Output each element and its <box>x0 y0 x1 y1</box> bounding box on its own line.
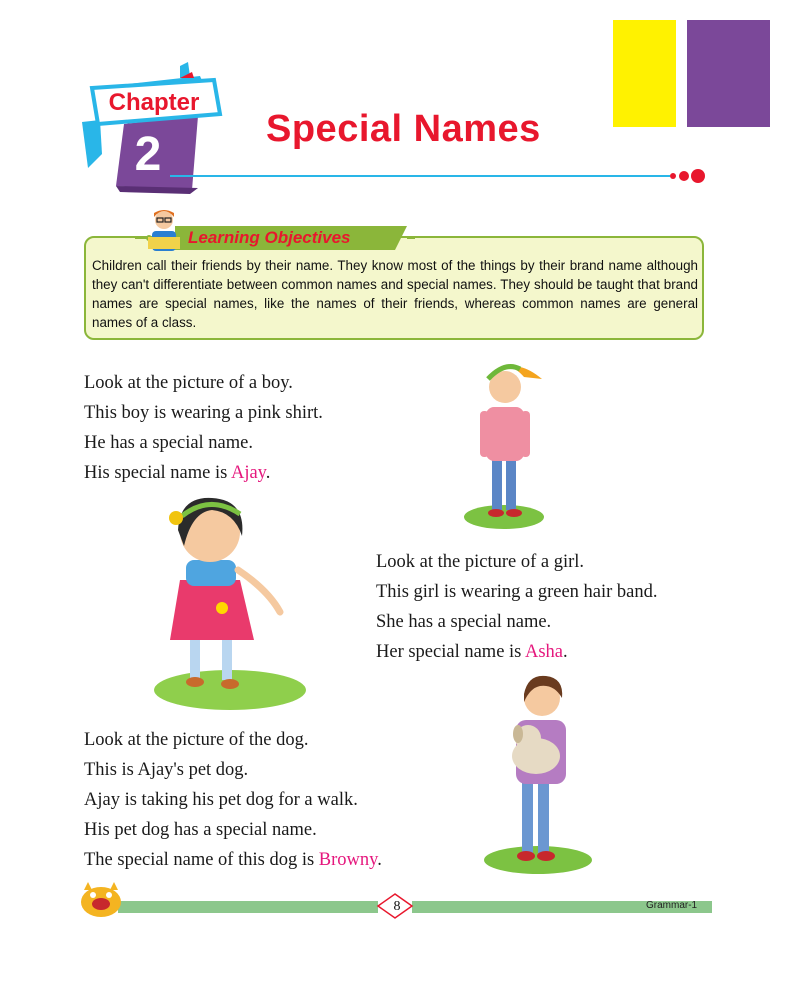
boy-line-3: He has a special name. <box>84 433 253 453</box>
title-underline <box>170 168 710 184</box>
boy-line-4 <box>84 458 323 488</box>
dog-line-2: This is Ajay's pet dog. <box>84 760 249 780</box>
monster-mascot-icon <box>78 880 124 920</box>
girl-line-3: She has a special name. <box>376 612 552 632</box>
chapter-label: Chapter <box>108 89 200 116</box>
boy-illustration <box>460 355 550 535</box>
dog-section <box>84 725 382 875</box>
learning-objectives-heading: Learning Objectives <box>188 228 351 247</box>
girl-line-4-prefix: Her special name is <box>376 642 525 662</box>
boy-section <box>84 368 323 488</box>
boy-line-1: Look at the picture of a boy. <box>84 373 293 393</box>
boy-with-dog-illustration <box>480 668 600 883</box>
dog-line-4: His pet dog has a special name. <box>84 820 317 840</box>
boy-line-4-suffix: . <box>265 463 271 483</box>
dog-special-name: Browny <box>318 850 378 870</box>
dog-line-5 <box>84 845 382 875</box>
girl-line-2: This girl is wearing a green hair band. <box>376 582 658 602</box>
purple-block <box>687 20 770 127</box>
girl-special-name: Asha <box>524 642 564 662</box>
chapter-number: 2 <box>134 128 162 181</box>
page-title: Special Names <box>266 108 541 150</box>
girl-section <box>376 547 658 667</box>
boy-special-name: Ajay <box>230 463 266 483</box>
dog-line-3: Ajay is taking his pet dog for a walk. <box>84 790 358 810</box>
learning-objectives-text: Children call their friends by their name. They know most of the things by their brand name although they can't differentiate between common names and special names. They should be taught that brand names are special names, like the names of their friends, whereas common names are general names of a class. <box>92 258 698 330</box>
book-title: Grammar-1 <box>646 900 698 911</box>
dog-line-5-suffix: . <box>377 850 382 870</box>
girl-line-1: Look at the picture of a girl. <box>376 552 585 572</box>
girl-line-4-suffix: . <box>563 642 568 662</box>
teacher-icon <box>146 207 182 253</box>
girl-line-4 <box>376 637 658 667</box>
yellow-block <box>613 20 676 127</box>
girl-illustration <box>150 490 310 715</box>
boy-line-4-prefix: His special name is <box>84 463 231 483</box>
page-number: 8 <box>393 899 401 914</box>
dog-line-1: Look at the picture of the dog. <box>84 730 309 750</box>
boy-line-2: This boy is wearing a pink shirt. <box>84 403 323 423</box>
dog-line-5-prefix: The special name of this dog is <box>84 850 319 870</box>
